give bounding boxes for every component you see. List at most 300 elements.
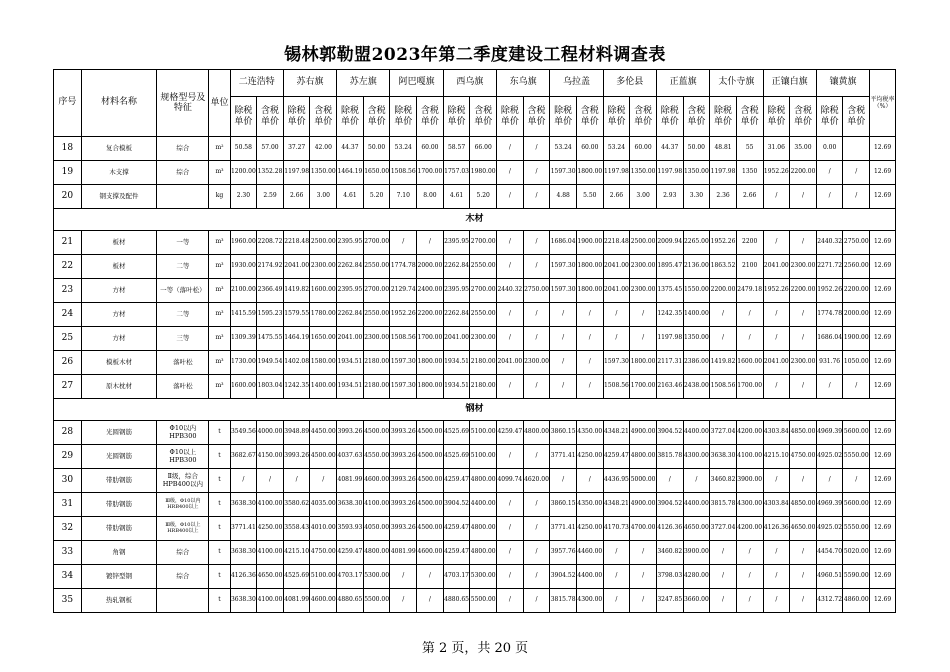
price-cell: 3460.82 [710,469,737,493]
price-cell: 4860.00 [843,589,870,613]
price-cell: / [843,469,870,493]
price-cell: 4215.10 [283,541,310,565]
price-cell: 4300.00 [683,445,710,469]
spec-cell: 综合 [157,137,209,161]
price-cell: 3993.26 [390,493,417,517]
price-cell: / [550,327,577,351]
price-cell: 1900.00 [576,231,603,255]
price-cell: 5.20 [470,185,497,209]
price-cell: / [497,255,524,279]
table-row [54,327,896,351]
price-cell: 2129.74 [390,279,417,303]
price-cell: 4100.00 [363,493,390,517]
price-cell: / [736,565,763,589]
price-cell: / [710,541,737,565]
price-cell: 4250.00 [576,445,603,469]
section-wood [54,209,896,231]
price-cell: 5550.00 [843,517,870,541]
price-cell: 1415.59 [230,303,257,327]
price-cell: 37.27 [283,137,310,161]
spec-cell: Ⅲ级，Φ10以内 HRB400以上 [157,493,209,517]
price-cell: 2180.00 [470,375,497,399]
price-cell: 2395.95 [443,279,470,303]
price-cell: 1352.28 [257,161,284,185]
price-cell: / [497,541,524,565]
rate-cell: 12.69 [870,185,896,209]
header-inc-tax: 含税单价 [683,97,710,137]
price-cell: 1400.00 [310,375,337,399]
price-cell [843,137,870,161]
price-cell: / [816,375,843,399]
price-cell: 2041.00 [603,279,630,303]
price-cell: 4650.00 [790,517,817,541]
unit-cell: t [209,493,230,517]
price-cell: / [790,469,817,493]
price-cell: 2200.00 [843,279,870,303]
price-cell: 3580.62 [283,493,310,517]
price-cell: 4800.00 [523,421,550,445]
unit-cell: m³ [209,303,230,327]
price-cell: 4100.00 [257,589,284,613]
price-cell: / [790,565,817,589]
spec-cell [157,185,209,209]
price-cell: / [230,469,257,493]
price-cell: 3558.43 [283,517,310,541]
price-cell: 4600.00 [417,541,444,565]
price-cell: / [523,541,550,565]
header-ex-tax: 除税单价 [443,97,470,137]
price-cell: 4900.00 [630,493,657,517]
price-cell: 1800.00 [576,255,603,279]
price-cell: 4259.47 [443,469,470,493]
material-name: 方材 [81,327,157,351]
price-cell: / [710,303,737,327]
price-cell: 4400.00 [576,565,603,589]
price-cell: 1934.51 [443,375,470,399]
price-cell: / [576,327,603,351]
price-cell: 4500.00 [417,517,444,541]
price-cell: 1197.98 [656,161,683,185]
material-name: 镀锌型钢 [81,565,157,589]
price-cell: 3.00 [630,185,657,209]
price-cell: 3660.00 [683,589,710,613]
price-cell: 2300.00 [470,327,497,351]
section-title: 木材 [54,209,896,231]
price-cell: 1595.23 [257,303,284,327]
price-cell: 4035.00 [310,493,337,517]
price-cell: 1550.00 [683,279,710,303]
price-cell: / [763,565,790,589]
price-cell: / [497,375,524,399]
header-avg-rate: 平均税率（%） [870,70,896,137]
price-cell: 5300.00 [363,565,390,589]
price-cell: / [523,493,550,517]
price-cell: / [497,589,524,613]
material-price-table [53,69,896,613]
price-cell: 58.57 [443,137,470,161]
spec-cell: 二等 [157,255,209,279]
price-cell: 1597.30 [390,375,417,399]
price-cell: 1863.52 [710,255,737,279]
price-cell: 2265.00 [683,231,710,255]
price-cell: 5100.00 [310,565,337,589]
price-cell: 4300.00 [576,589,603,613]
price-cell: 4259.47 [497,421,524,445]
price-cell: 2041.00 [497,351,524,375]
price-cell: 2560.00 [843,255,870,279]
spec-cell: Φ10以内 HPB300 [157,421,209,445]
price-cell: 1895.47 [656,255,683,279]
price-cell: 1197.98 [710,161,737,185]
price-cell: 50.58 [230,137,257,161]
price-cell: 55 [736,137,763,161]
header-ex-tax: 除税单价 [816,97,843,137]
unit-cell: m³ [209,231,230,255]
price-cell: 1930.00 [230,255,257,279]
material-name: 原木枕材 [81,375,157,399]
table-row [54,351,896,375]
unit-cell: m² [209,137,230,161]
price-cell: 1650.00 [363,161,390,185]
price-cell: / [523,161,550,185]
price-cell: 4200.00 [736,421,763,445]
price-cell: / [283,469,310,493]
region-header: 多伦县 [603,70,656,97]
price-cell: 2550.00 [470,303,497,327]
price-cell: 3638.30 [710,445,737,469]
rate-cell: 12.69 [870,231,896,255]
price-cell: / [603,589,630,613]
header-ex-tax: 除税单价 [603,97,630,137]
price-cell: 1650.00 [310,327,337,351]
material-name: 模板木材 [81,351,157,375]
price-cell: / [656,469,683,493]
price-cell: 2100 [736,255,763,279]
row-index: 35 [54,589,82,613]
price-cell: 5100.00 [470,421,497,445]
price-cell: 2174.92 [257,255,284,279]
price-cell: 4850.00 [790,421,817,445]
price-cell: 4600.00 [363,469,390,493]
header-ex-tax: 除税单价 [283,97,310,137]
spec-cell: Ⅱ级，综合 HPB400以内 [157,469,209,493]
rate-cell: 12.69 [870,517,896,541]
unit-cell: kg [209,185,230,209]
price-cell: 1375.45 [656,279,683,303]
spec-cell: 综合 [157,161,209,185]
price-cell: 4969.39 [816,421,843,445]
price-cell: 2700.00 [470,279,497,303]
price-cell: / [843,185,870,209]
rate-cell: 12.69 [870,279,896,303]
price-cell: 1934.51 [443,351,470,375]
price-cell: 4303.84 [763,421,790,445]
table-row [54,517,896,541]
table-row [54,469,896,493]
spec-cell: 二等 [157,303,209,327]
header-inc-tax: 含税单价 [417,97,444,137]
price-cell: / [630,589,657,613]
price-cell: 35.00 [790,137,817,161]
spec-cell: Ⅲ级，Φ10以上 HRB400以上 [157,517,209,541]
price-cell: 5.20 [363,185,390,209]
price-cell: 4081.99 [337,469,364,493]
price-cell: / [763,327,790,351]
price-cell: / [550,375,577,399]
price-cell: / [736,327,763,351]
price-cell: 2500.00 [310,231,337,255]
price-cell: 2.93 [656,185,683,209]
price-cell: / [417,565,444,589]
unit-cell: t [209,421,230,445]
price-cell: / [417,589,444,613]
price-cell: 2200.00 [790,161,817,185]
price-cell: 1952.26 [390,303,417,327]
price-cell: 1464.19 [337,161,364,185]
price-cell: / [390,231,417,255]
price-cell: 2.66 [736,185,763,209]
price-cell: 4700.00 [630,517,657,541]
price-cell: / [763,375,790,399]
price-cell: 4960.51 [816,565,843,589]
price-cell: / [576,351,603,375]
unit-cell: m³ [209,279,230,303]
price-cell: 4800.00 [363,541,390,565]
price-cell: 1952.26 [763,279,790,303]
price-cell: 4500.00 [417,445,444,469]
unit-cell: t [209,565,230,589]
unit-cell: t [209,445,230,469]
price-cell: / [763,185,790,209]
header-inc-tax: 含税单价 [790,97,817,137]
price-cell: / [683,469,710,493]
price-cell: 2041.00 [443,327,470,351]
region-header: 镶黄旗 [816,70,869,97]
price-cell: 1700.00 [630,375,657,399]
price-cell: 4880.65 [337,589,364,613]
row-index: 32 [54,517,82,541]
price-cell: 2100.00 [230,279,257,303]
page-footer: 第 2 页，共 20 页 [421,641,529,656]
price-cell: / [497,517,524,541]
price-cell: 1800.00 [417,375,444,399]
rate-cell: 12.69 [870,327,896,351]
price-cell: 4880.65 [443,589,470,613]
price-cell: 4250.00 [576,517,603,541]
price-cell: 1350.00 [683,327,710,351]
price-cell: / [576,469,603,493]
price-cell: 4170.73 [603,517,630,541]
row-index: 34 [54,565,82,589]
price-cell: 4100.00 [257,541,284,565]
price-cell: 1700.00 [736,375,763,399]
price-cell: / [603,327,630,351]
material-name: 光圆钢筋 [81,421,157,445]
price-cell: 4800.00 [470,469,497,493]
price-cell: 3638.30 [230,589,257,613]
price-cell: 4500.00 [417,469,444,493]
price-cell: 1686.04 [550,231,577,255]
price-cell: 50.00 [683,137,710,161]
price-cell: 1508.56 [390,161,417,185]
price-cell: 3948.89 [283,421,310,445]
price-cell: 1242.35 [283,375,310,399]
price-cell: 2000.00 [417,255,444,279]
material-name: 方材 [81,303,157,327]
header-inc-tax: 含税单价 [736,97,763,137]
table-row [54,445,896,469]
material-name: 带肋钢筋 [81,469,157,493]
price-cell: 3815.78 [710,493,737,517]
price-cell: 4900.00 [630,421,657,445]
price-cell: / [763,589,790,613]
spec-cell [157,589,209,613]
price-cell: 5500.00 [363,589,390,613]
price-cell: 2366.49 [257,279,284,303]
material-name: 带肋钢筋 [81,517,157,541]
spec-cell: 一等（落叶松） [157,279,209,303]
price-cell: 4450.00 [310,421,337,445]
header-inc-tax: 含税单价 [310,97,337,137]
price-cell: 4800.00 [470,541,497,565]
price-cell: 2180.00 [363,351,390,375]
price-cell: 4259.47 [443,541,470,565]
price-cell: 1600.00 [736,351,763,375]
price-cell: / [497,493,524,517]
section-steel [54,399,896,421]
price-cell: / [736,541,763,565]
price-cell: 4600.00 [310,589,337,613]
price-cell: 4312.72 [816,589,843,613]
price-cell: 4460.00 [576,541,603,565]
price-cell: 1686.04 [816,327,843,351]
rate-cell: 12.69 [870,255,896,279]
row-index: 31 [54,493,82,517]
price-cell: 1419.82 [710,351,737,375]
price-cell: 4550.00 [363,445,390,469]
price-cell: 4650.00 [683,517,710,541]
price-cell: 2009.94 [656,231,683,255]
header-inc-tax: 含税单价 [843,97,870,137]
price-cell: / [523,255,550,279]
material-name: 板材 [81,231,157,255]
price-cell: 2.66 [603,185,630,209]
price-cell: 1600.00 [230,375,257,399]
price-cell: 1200.00 [230,161,257,185]
price-cell: 3.00 [310,185,337,209]
rate-cell: 12.69 [870,469,896,493]
price-cell: / [790,327,817,351]
rate-cell: 12.69 [870,493,896,517]
price-cell: 2300.00 [790,255,817,279]
price-cell: 2262.84 [443,303,470,327]
price-cell: 1757.03 [443,161,470,185]
price-cell: 60.00 [576,137,603,161]
price-cell: 4525.69 [443,445,470,469]
row-index: 21 [54,231,82,255]
price-cell: 2300.00 [310,255,337,279]
price-cell: 2300.00 [363,327,390,351]
row-index: 20 [54,185,82,209]
price-cell: 3815.78 [656,445,683,469]
price-cell: 4800.00 [630,445,657,469]
row-index: 30 [54,469,82,493]
price-cell: 4400.00 [683,421,710,445]
price-cell: 2395.95 [337,279,364,303]
price-cell: 4010.00 [310,517,337,541]
price-cell: / [523,589,550,613]
price-cell: 2395.95 [443,231,470,255]
price-cell: 66.00 [470,137,497,161]
price-cell: / [497,137,524,161]
price-cell: 1597.30 [550,279,577,303]
table-row [54,161,896,185]
price-cell: / [523,445,550,469]
price-cell: 1419.82 [283,279,310,303]
price-cell: 1508.56 [390,327,417,351]
price-cell: / [790,541,817,565]
price-cell: 2550.00 [470,255,497,279]
price-cell: 1197.98 [603,161,630,185]
price-cell: 3638.30 [230,541,257,565]
price-cell: 4100.00 [736,445,763,469]
header-material: 材料名称 [81,70,157,137]
row-index: 29 [54,445,82,469]
price-cell: / [630,565,657,589]
price-cell: / [790,303,817,327]
price-cell: 2750.00 [523,279,550,303]
rate-cell: 12.69 [870,421,896,445]
price-cell: 1242.35 [656,303,683,327]
price-cell: 1197.98 [656,327,683,351]
price-cell: 3904.52 [443,493,470,517]
price-cell: 5590.00 [843,565,870,589]
price-cell: 4925.02 [816,445,843,469]
price-cell: / [843,375,870,399]
spec-cell: 一等 [157,231,209,255]
price-cell: 5600.00 [843,421,870,445]
price-cell: / [550,351,577,375]
header-ex-tax: 除税单价 [710,97,737,137]
price-cell: 3727.04 [710,517,737,541]
price-cell: 1952.26 [710,231,737,255]
price-cell: 4800.00 [470,517,497,541]
price-cell: 1508.56 [710,375,737,399]
unit-cell: m³ [209,161,230,185]
price-cell: / [523,327,550,351]
price-cell: 1952.26 [816,279,843,303]
price-cell: 1508.56 [603,375,630,399]
unit-cell: m³ [209,327,230,351]
price-cell: 4300.00 [736,493,763,517]
price-cell: 2.36 [710,185,737,209]
price-cell: 5300.00 [470,565,497,589]
region-header: 乌拉盖 [550,70,603,97]
price-cell: 3993.26 [390,517,417,541]
price-cell: 1800.00 [576,279,603,303]
price-cell: 44.37 [337,137,364,161]
table-row [54,255,896,279]
price-cell: 4100.00 [257,493,284,517]
header-ex-tax: 除税单价 [656,97,683,137]
header-inc-tax: 含税单价 [576,97,603,137]
price-cell: / [603,565,630,589]
price-cell: 1600.00 [310,279,337,303]
price-cell: 4280.00 [683,565,710,589]
price-cell: 3860.15 [550,493,577,517]
price-cell: 4500.00 [310,445,337,469]
header-ex-tax: 除税单价 [337,97,364,137]
